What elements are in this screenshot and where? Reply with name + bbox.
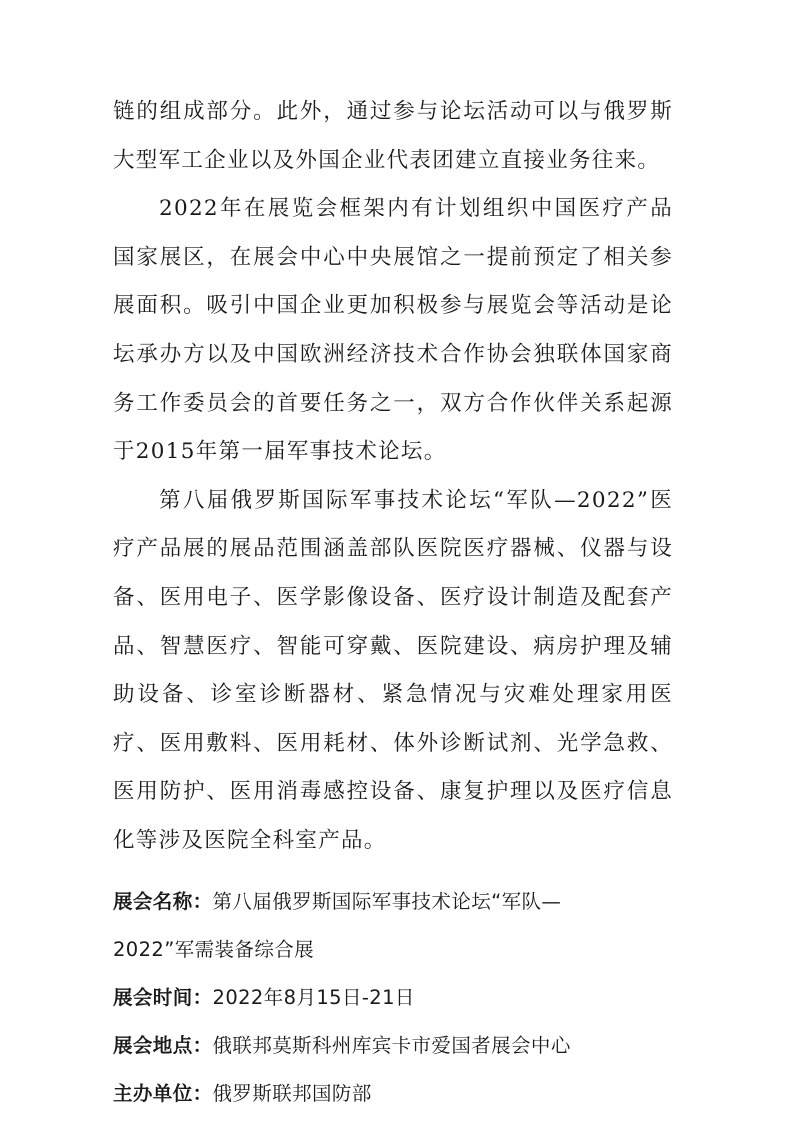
exhibition-name-value-line2: 2022”军需装备综合展 bbox=[113, 937, 315, 961]
exhibition-name-label: 展会名称： bbox=[113, 889, 213, 913]
exhibition-name-value-line1: 第八届俄罗斯国际军事技术论坛“军队— bbox=[212, 889, 562, 913]
exhibition-name-row-continued bbox=[113, 926, 673, 974]
exhibition-place-value: 俄联邦莫斯科州库宾卡市爱国者展会中心 bbox=[212, 1033, 571, 1057]
exhibition-time-label: 展会时间： bbox=[113, 985, 213, 1009]
exhibition-organizer-row bbox=[113, 1070, 673, 1118]
exhibition-place-row bbox=[113, 1022, 673, 1070]
exhibition-time-row bbox=[113, 974, 673, 1022]
exhibition-time-value: 2022年8月15日-21日 bbox=[212, 985, 415, 1009]
exhibition-name-row bbox=[113, 878, 673, 926]
exhibition-organizer-value: 俄罗斯联邦国防部 bbox=[212, 1081, 372, 1105]
exhibition-info bbox=[113, 878, 673, 1118]
paragraph-national-pavilion: 2022年在展览会框架内有计划组织中国医疗产品国家展区，在展会中心中央展馆之一提前预定了相关参展面积。吸引中国企业更加积极参与展览会等活动是论坛承办方以及中国欧洲经济技术合作协会独联体国家商务工作委员会的首要任务之一，双方合作伙伴关系起源于2015年第一届军事技术论坛。 bbox=[113, 196, 673, 465]
document-body bbox=[113, 88, 673, 1118]
paragraph-exhibit-scope: 第八届俄罗斯国际军事技术论坛“军队—2022”医疗产品展的展品范围涵盖部队医院医疗器械、仪器与设备、医用电子、医学影像设备、医疗设计制造及配套产品、智慧医疗、智能可穿戴、医院建设、病房护理及辅助设备、诊室诊断器材、紧急情况与灾难处理家用医疗、医用敷料、医用耗材、体外诊断试剂、光学急救、医用防护、医用消毒感控设备、康复护理以及医疗信息化等涉及医院全科室产品。 bbox=[113, 487, 673, 853]
exhibition-place-label: 展会地点： bbox=[113, 1033, 213, 1057]
exhibition-organizer-label: 主办单位： bbox=[113, 1081, 213, 1105]
paragraph-continuation: 链的组成部分。此外，通过参与论坛活动可以与俄罗斯大型军工企业以及外国企业代表团建立直接业务往来。 bbox=[113, 99, 673, 173]
